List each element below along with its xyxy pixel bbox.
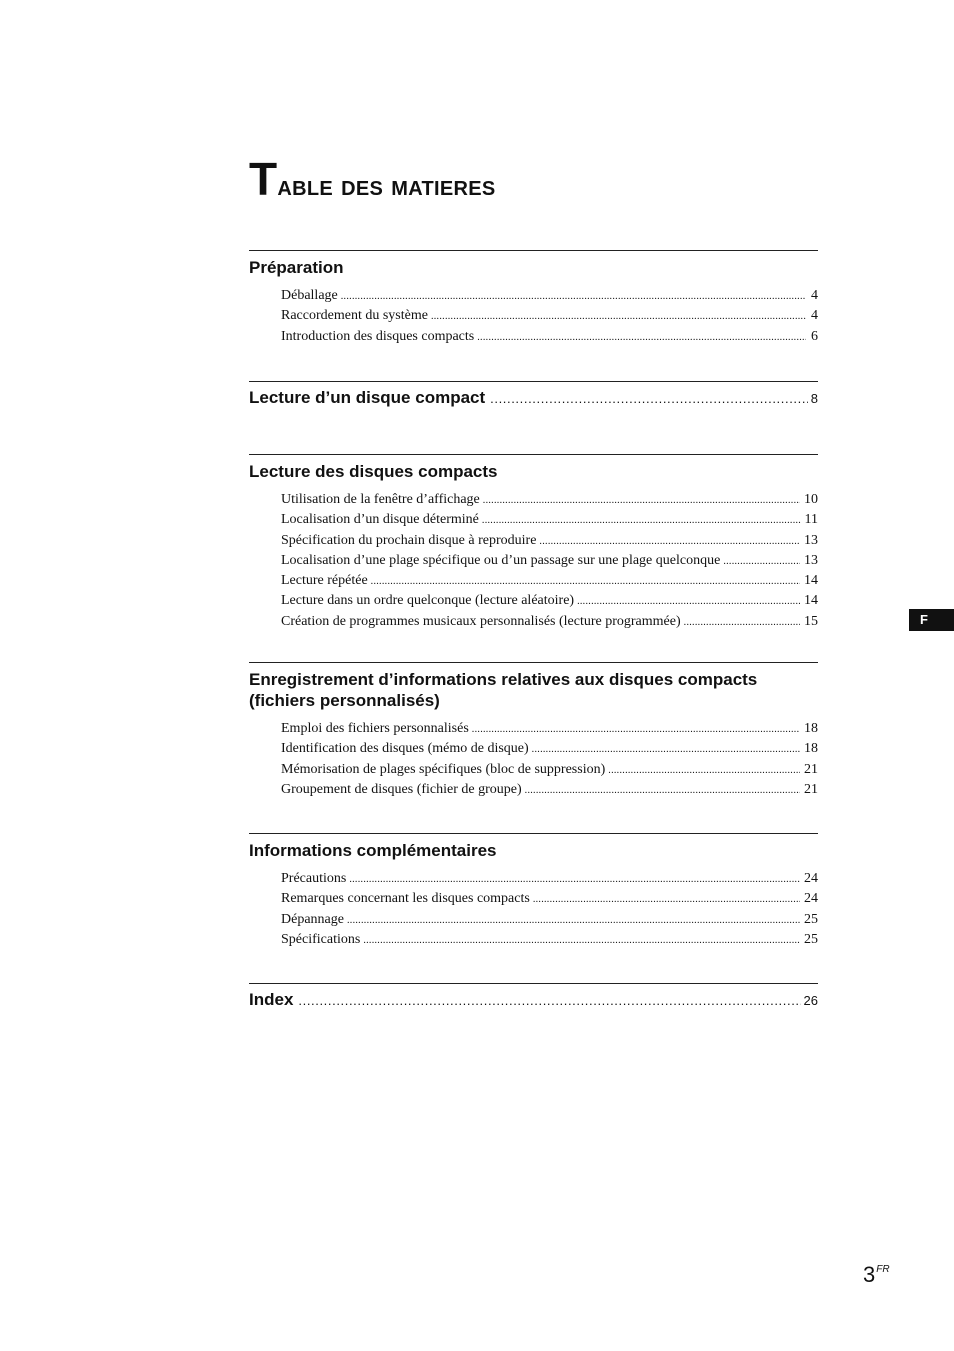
entry-label: Déballage (281, 288, 338, 303)
section-heading-line1: Enregistrement d’informations relatives aux disques compacts (249, 670, 758, 689)
dot-leader (723, 552, 800, 571)
entry-label: Création de programmes musicaux personnalisés (lecture programmée) (281, 613, 681, 629)
entry-page: 4 (811, 288, 818, 303)
toc-entries (281, 869, 818, 950)
toc-entry[interactable] (281, 490, 818, 510)
toc-entry[interactable] (281, 719, 818, 739)
dot-leader (684, 613, 800, 632)
toc-entry-main[interactable] (249, 989, 818, 1011)
section-heading (249, 669, 818, 711)
entry-page: 11 (804, 512, 818, 528)
entry-page: 25 (804, 931, 818, 947)
entry-page: 24 (804, 891, 818, 907)
toc-entry[interactable] (281, 591, 818, 611)
dot-leader (532, 740, 800, 759)
entry-label: Mémorisation de plages spécifiques (bloc de suppression) (281, 761, 606, 777)
toc-section-lecture-disques (249, 454, 818, 632)
entry-page: 24 (804, 871, 818, 886)
toc-entry[interactable] (281, 612, 818, 632)
entry-page: 4 (811, 308, 818, 324)
entry-page: 18 (804, 721, 818, 736)
toc-entry[interactable] (281, 910, 818, 930)
dot-leader (349, 870, 800, 889)
dot-leader (490, 388, 808, 409)
entry-page: 26 (803, 993, 818, 1008)
toc-entry[interactable] (281, 327, 818, 347)
toc-entry[interactable] (281, 739, 818, 759)
toc-entry[interactable] (281, 889, 818, 909)
page-title: Table des matieres (249, 153, 496, 205)
entry-page: 21 (804, 761, 818, 777)
dot-leader (341, 287, 806, 306)
toc-entry[interactable] (281, 869, 818, 889)
entry-page: 18 (804, 741, 818, 757)
entry-page: 14 (804, 573, 818, 589)
entry-page: 8 (810, 391, 818, 406)
dot-leader (477, 328, 806, 347)
toc-section-index (249, 983, 818, 1011)
section-heading: Index (249, 990, 294, 1009)
entry-page: 10 (804, 492, 818, 507)
toc-section-enregistrement (249, 662, 818, 800)
entry-page: 13 (804, 532, 818, 548)
dot-leader (298, 990, 800, 1011)
toc-entry[interactable] (281, 930, 818, 950)
dot-leader (577, 592, 800, 611)
dot-leader (533, 890, 800, 909)
dot-leader (483, 491, 800, 510)
toc-entries (281, 490, 818, 632)
entry-label: Spécification du prochain disque à reproduire (281, 532, 537, 548)
dot-leader (482, 511, 801, 530)
dot-leader (608, 761, 800, 780)
section-heading: Lecture des disques compacts (249, 462, 498, 481)
entry-label: Spécifications (281, 931, 361, 947)
section-heading: Informations complémentaires (249, 841, 497, 860)
dot-leader (371, 572, 800, 591)
entry-label: Précautions (281, 871, 347, 886)
toc-entry[interactable] (281, 531, 818, 551)
page-number: $3^{FR}$ (863, 1262, 890, 1287)
section-heading-line2: (fichiers personnalisés) (249, 691, 440, 710)
toc-entry[interactable] (281, 286, 818, 306)
toc-entry[interactable] (281, 306, 818, 326)
entry-page: 13 (804, 552, 818, 568)
section-heading: Préparation (249, 258, 344, 277)
dot-leader (472, 720, 800, 739)
entry-page: 21 (804, 781, 818, 797)
entry-page: 25 (804, 911, 818, 927)
dot-leader (347, 911, 800, 930)
entry-label: Dépannage (281, 911, 344, 927)
entry-label: Utilisation de la fenêtre d’affichage (281, 492, 480, 507)
entry-page: 15 (804, 613, 818, 629)
entry-label: Localisation d’une plage spécifique ou d’un passage sur une plage quelconque (281, 552, 721, 568)
entry-label: Lecture dans un ordre quelconque (lecture aléatoire) (281, 593, 575, 609)
toc-section-preparation (249, 250, 818, 347)
entry-label: Groupement de disques (fichier de groupe) (281, 781, 522, 797)
toc-entry-main[interactable] (249, 387, 818, 409)
entry-page: 14 (804, 593, 818, 609)
entry-label: Raccordement du système (281, 308, 428, 324)
entry-label: Introduction des disques compacts (281, 328, 475, 344)
dot-leader (431, 307, 806, 326)
toc-section-informations (249, 833, 818, 950)
toc-entries (281, 719, 818, 800)
entry-label: Lecture répétée (281, 573, 368, 589)
dot-leader (363, 931, 800, 950)
toc-entry[interactable] (281, 760, 818, 780)
entry-label: Localisation d’un disque déterminé (281, 512, 479, 528)
toc-entry[interactable] (281, 780, 818, 800)
dot-leader (539, 532, 800, 551)
toc-entries (281, 286, 818, 347)
dot-leader (525, 781, 800, 800)
language-tab: F (909, 609, 954, 631)
toc-entry[interactable] (281, 571, 818, 591)
toc-entry[interactable] (281, 510, 818, 530)
section-heading: Lecture d’un disque compact (249, 388, 486, 407)
entry-label: Emploi des fichiers personnalisés (281, 721, 469, 736)
toc-entry[interactable] (281, 551, 818, 571)
entry-label: Identification des disques (mémo de disque) (281, 741, 529, 757)
entry-label: Remarques concernant les disques compacts (281, 891, 530, 907)
entry-page: 6 (811, 328, 818, 344)
toc-section-lecture-disque (249, 381, 818, 409)
